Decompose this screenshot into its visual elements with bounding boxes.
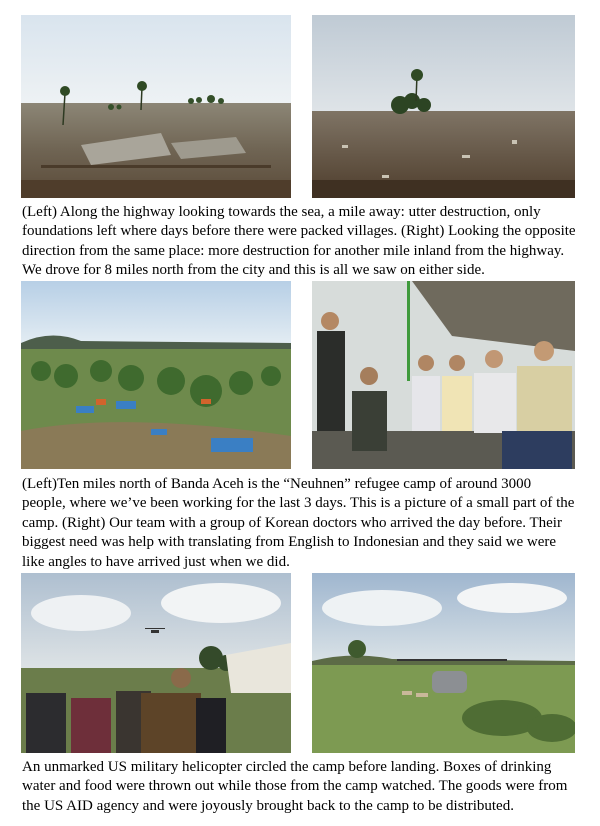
caption-helicopter: An unmarked US military helicopter circled the camp before landing. Boxes of drinking water and food were thrown out while those from the camp watched. The goods were from the US AID agency and were joyously brought back to the camp to be distributed. [22, 759, 568, 814]
photo-destruction-seaward [21, 15, 291, 198]
caption-destruction: (Left) Along the highway looking towards the sea, a mile away: utter destruction, only foundations left where days before there were packed villages. (Right) Looking the opposite direction from the same place: more destruction for another mile inland from the highway. We drove for 8 miles north from the city and this is all we saw on either side. [22, 204, 576, 279]
photo-destruction-inland [312, 15, 575, 198]
photo-helicopter-circling [21, 573, 291, 753]
caption-refugee-camp: (Left)Ten miles north of Banda Aceh is the “Neuhnen” refugee camp of around 3000 people, where we’ve been working for the last 3 days. This is a picture of a small part of the camp. (Right) Our team with a group of Korean doctors who arrived the day before. Their biggest need was help with translating from English to Indonesian and they said we were like angles to have arrived just when we did. [22, 476, 575, 570]
photo-team-with-doctors [312, 281, 575, 469]
photo-refugee-camp [21, 281, 291, 469]
photo-helicopter-landed [312, 573, 575, 753]
